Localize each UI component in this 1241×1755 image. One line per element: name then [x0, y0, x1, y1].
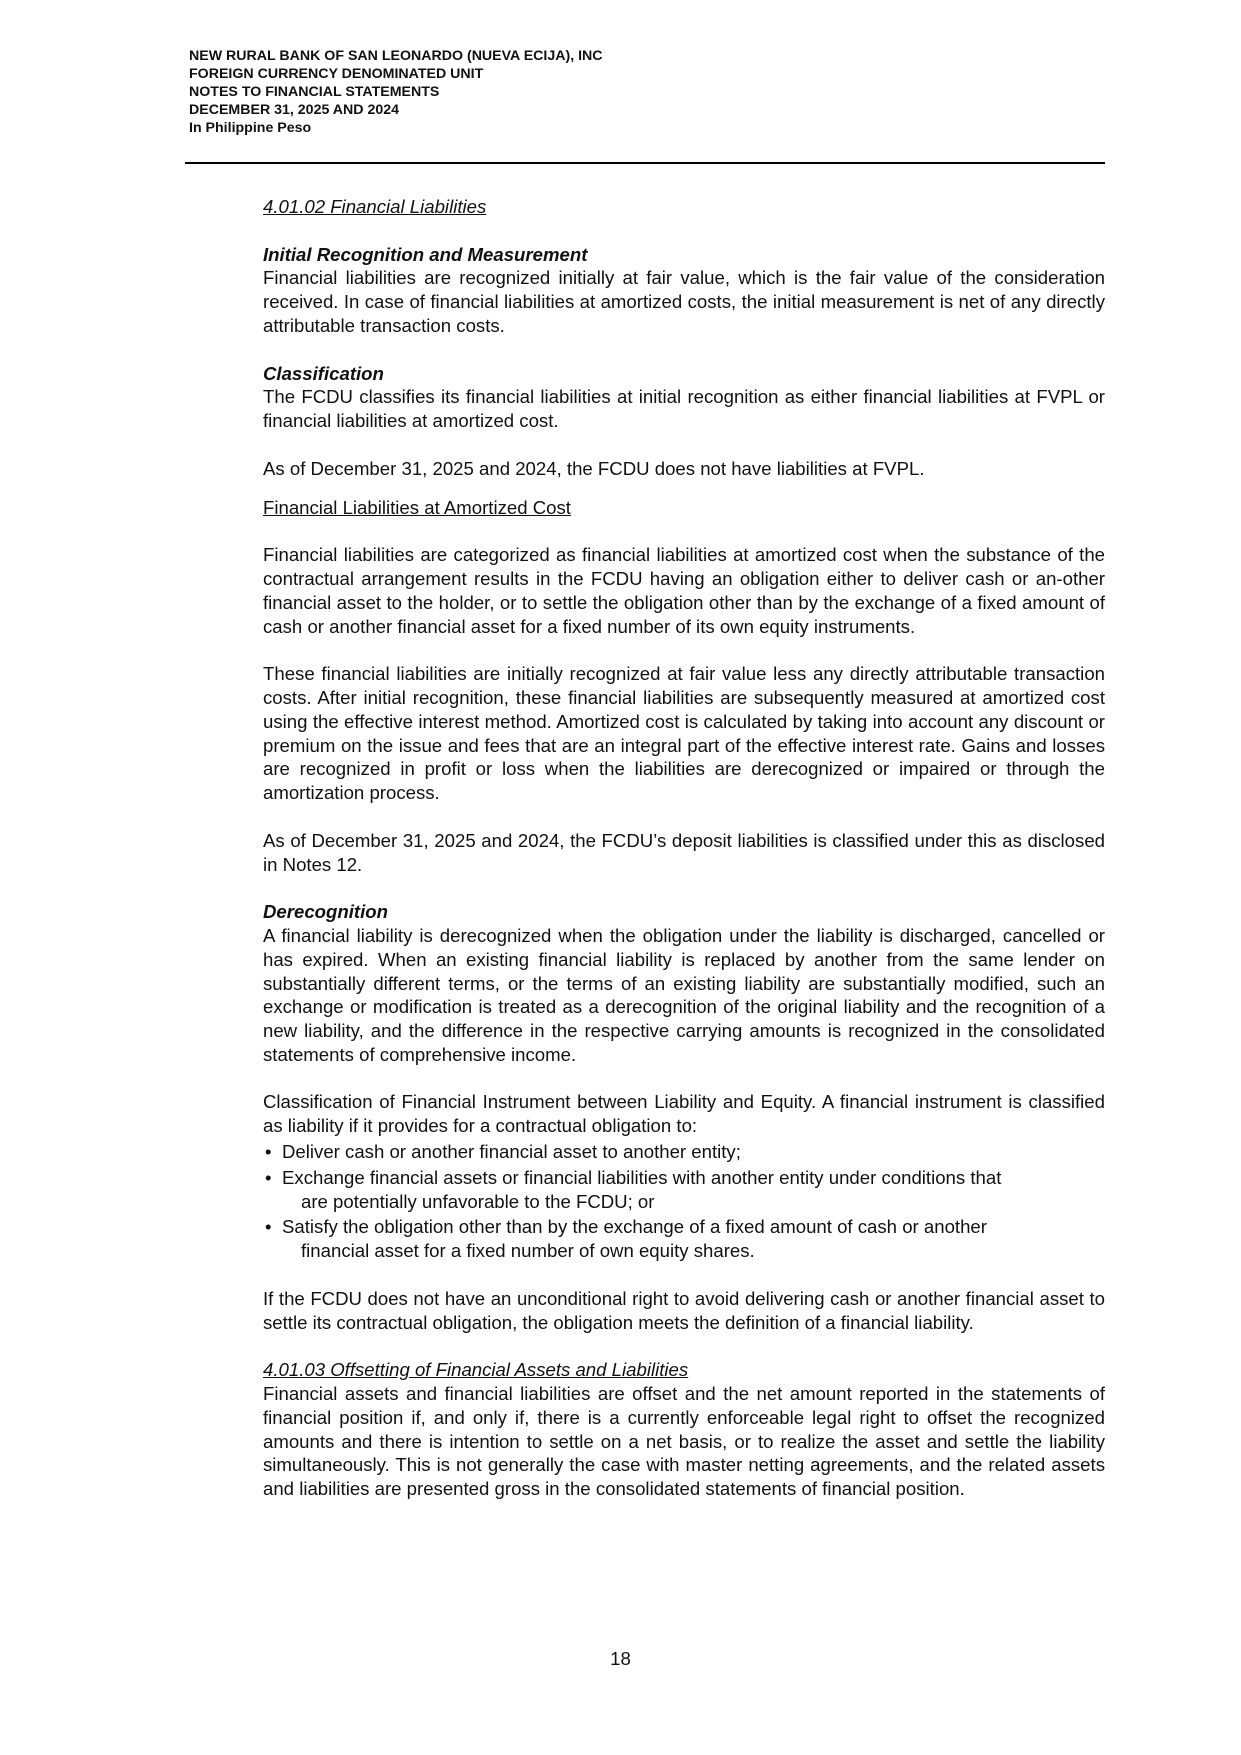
- header-unit-name: FOREIGN CURRENCY DENOMINATED UNIT: [189, 66, 484, 82]
- bullet-text-continuation: financial asset for a fixed number of own equity shares.: [301, 1240, 755, 1262]
- page-body: [263, 195, 1105, 1501]
- header-statement-title: NOTES TO FINANCIAL STATEMENTS: [189, 84, 440, 100]
- paragraph-deposit-liabilities-note: As of December 31, 2025 and 2024, the FCDU’s deposit liabilities is classified under this as disclosed in Notes 12.: [263, 829, 1105, 875]
- section-title-offsetting: 4.01.03 Offsetting of Financial Assets and Liabilities: [263, 1359, 689, 1381]
- bullet-text: Satisfy the obligation other than by the exchange of a fixed amount of cash or another: [282, 1216, 987, 1238]
- paragraph-initial-recognition: Financial liabilities are recognized initially at fair value, which is the fair value of the consideration received. In case of financial liabilities at amortized costs, the initial measurement is net of any directly attributable transaction costs.: [263, 267, 1105, 336]
- paragraph-classification: The FCDU classifies its financial liabilities at initial recognition as either financial liabilities at FVPL or financial liabilities at amortized cost.: [263, 386, 1105, 432]
- heading-initial-recognition: Initial Recognition and Measurement: [263, 243, 588, 265]
- section-title-financial-liabilities: 4.01.02 Financial Liabilities: [263, 196, 487, 217]
- paragraph-liability-definition: If the FCDU does not have an unconditional right to avoid delivering cash or another financial asset to settle its contractual obligation, the obligation meets the definition of a financial liability.: [263, 1287, 1105, 1333]
- heading-classification: Classification: [263, 362, 384, 384]
- bullet-icon: •: [265, 1216, 272, 1238]
- paragraph-amortized-cost-definition: Financial liabilities are categorized as financial liabilities at amortized cost when the substance of the contractual arrangement results in the FCDU having an obligation either to deliver cash or an-other financial asset to the holder, or to settle the obligation other than by the exchange of a fixed amount of cash or another financial asset for a fixed number of its own equity instruments.: [263, 544, 1105, 637]
- bullet-text: Exchange financial assets or financial liabilities with another entity under conditions that: [282, 1166, 1002, 1188]
- header-period: DECEMBER 31, 2025 AND 2024: [189, 102, 400, 118]
- paragraph-fvpl-note: As of December 31, 2025 and 2024, the FCDU does not have liabilities at FVPL.: [263, 457, 925, 479]
- bullet-text: Deliver cash or another financial asset to another entity;: [282, 1141, 741, 1163]
- paragraph-liability-equity-intro: Classification of Financial Instrument between Liability and Equity. A financial instrument is classified as liability if it provides for a contractual obligation to:: [263, 1091, 1105, 1137]
- bullet-text-continuation: are potentially unfavorable to the FCDU; or: [301, 1190, 655, 1212]
- paragraph-amortized-cost-measurement: These financial liabilities are initially recognized at fair value less any directly attributable transaction costs. After initial recognition, these financial liabilities are subsequently measured at amortized cost using the effective interest method. Amortized cost is calculated by taking into account any discount or premium on the issue and fees that are an integral part of the effective interest rate. Gains and losses are recognized in profit or loss when the liabilities are derecognized or impaired or through the amortization process.: [263, 663, 1105, 804]
- list-item: [263, 1215, 1105, 1263]
- document-header: [189, 47, 1089, 137]
- heading-amortized-cost: Financial Liabilities at Amortized Cost: [263, 496, 571, 518]
- bullet-icon: •: [265, 1166, 272, 1188]
- header-currency: In Philippine Peso: [189, 120, 312, 136]
- bullet-list-contractual-obligations: [263, 1140, 1105, 1263]
- page-number: 18: [610, 1648, 631, 1669]
- header-divider: [185, 162, 1105, 164]
- paragraph-offsetting: Financial assets and financial liabilities are offset and the net amount reported in the statements of financial position if, and only if, there is a currently enforceable legal right to offset the recognized amounts and there is intention to settle on a net basis, or to realize the asset and settle the liability simultaneously. This is not generally the case with master netting agreements, and the related assets and liabilities are presented gross in the consolidated statements of financial position.: [263, 1383, 1105, 1500]
- list-item: [263, 1166, 1105, 1214]
- paragraph-derecognition: A financial liability is derecognized when the obligation under the liability is discharged, cancelled or has expired. When an existing financial liability is replaced by another from the same lender on substantially different terms, or the terms of an existing liability are substantially modified, such an exchange or modification is treated as a derecognition of the original liability and the recognition of a new liability, and the difference in the respective carrying amounts is recognized in the consolidated statements of comprehensive income.: [263, 924, 1105, 1065]
- bullet-icon: •: [265, 1141, 272, 1163]
- header-company-name: NEW RURAL BANK OF SAN LEONARDO (NUEVA ECIJA), INC: [189, 48, 603, 64]
- heading-derecognition: Derecognition: [263, 901, 388, 923]
- list-item: [263, 1140, 1105, 1164]
